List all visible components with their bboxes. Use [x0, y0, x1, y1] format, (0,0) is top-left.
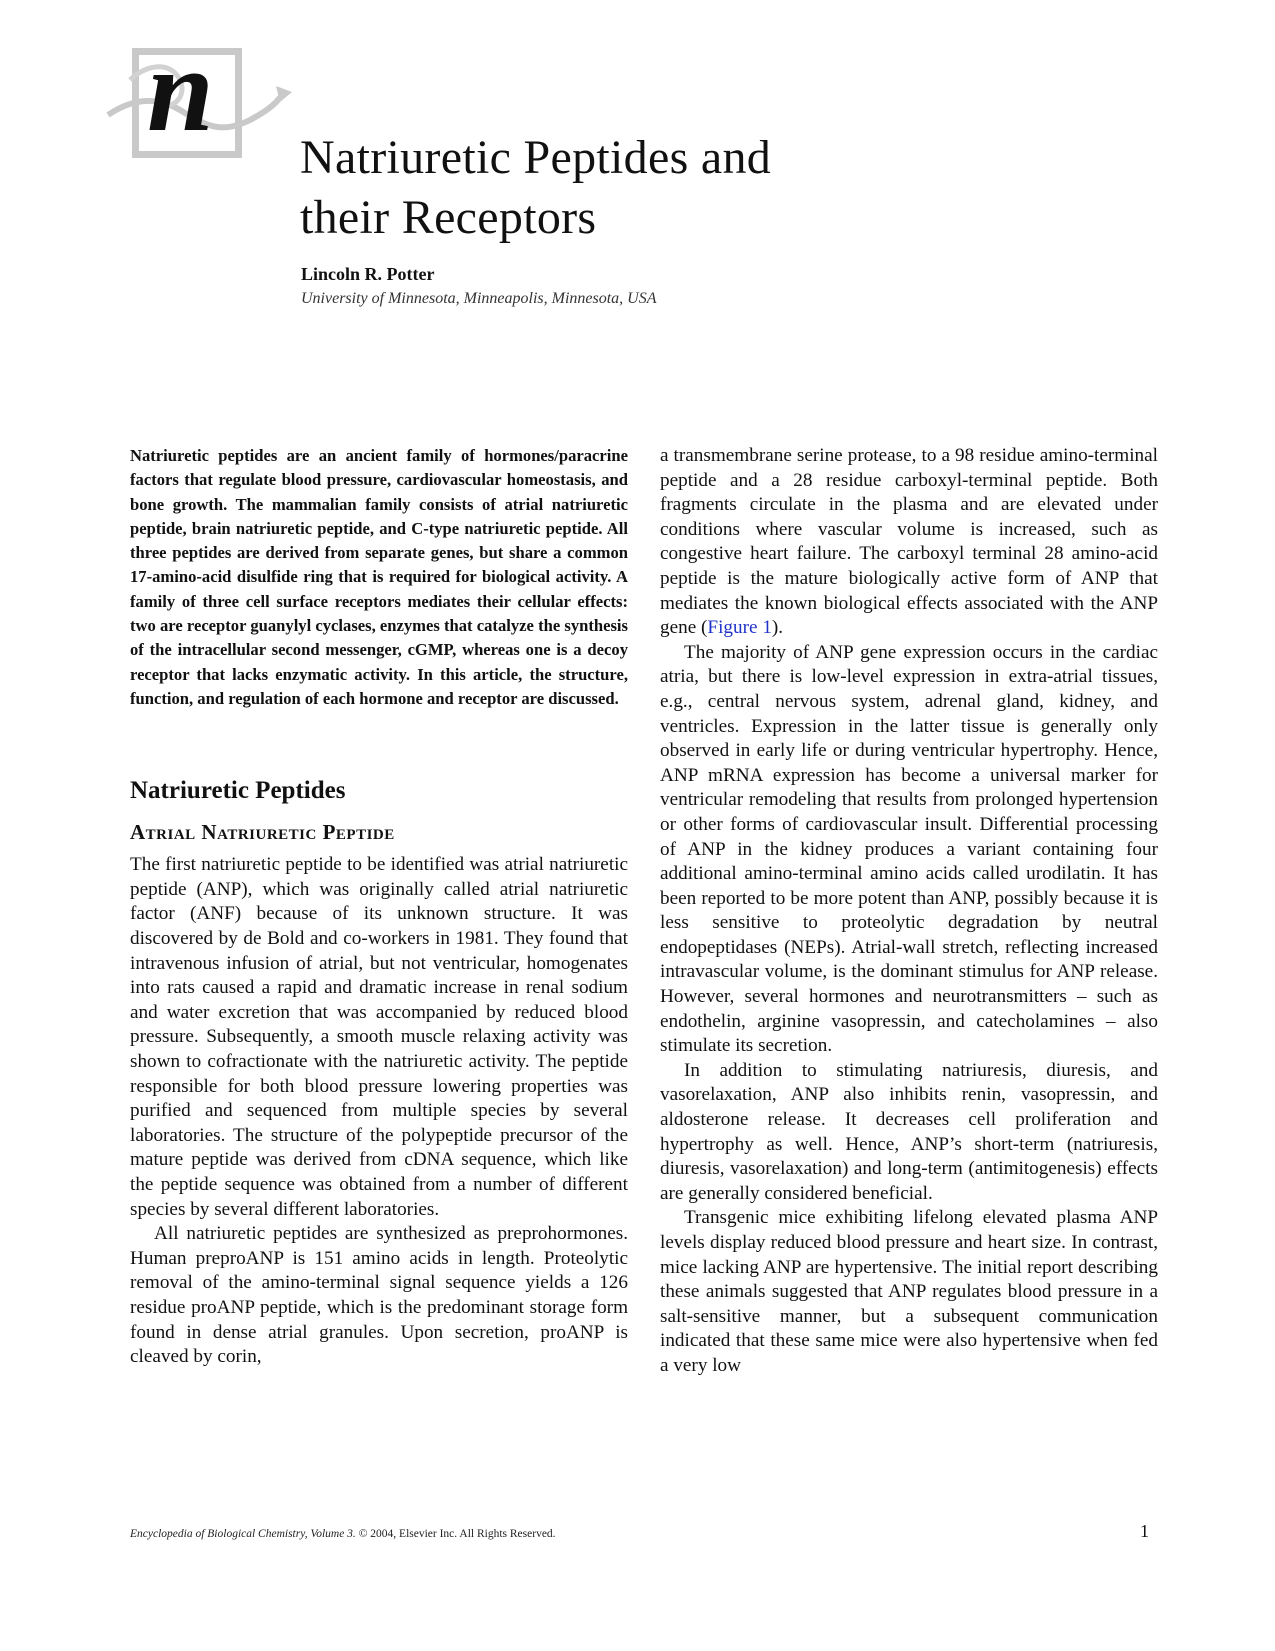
section-heading: Natriuretic Peptides: [130, 777, 346, 805]
article-title: [300, 128, 771, 248]
left-column: [130, 444, 628, 1370]
encyclopedia-letter-logo: [100, 23, 295, 180]
paragraph-text-end: ).: [771, 617, 784, 639]
body-paragraph: Transgenic mice exhibiting lifelong elevated plasma ANP levels display reduced blood pressure and heart size. In contrast, mice lacking ANP are hypertensive. The initial report describing these animals suggested that ANP regulates blood pressure in a salt-sensitive manner, but a subsequent communication indicated that these same mice were also hypertensive when fed a very low: [660, 1207, 1158, 1376]
paragraph-text: a transmembrane serine protease, to a 98 residue amino-terminal peptide and a 28 residue carboxyl-terminal peptide. Both fragments circulate in the plasma and are elevated under conditions where vascular volume is increased, such as congestive heart failure. The carboxyl terminal 28 amino-acid peptide is the mature biologically active form of ANP that mediates the known biological effects associated with the ANP gene (: [660, 445, 1158, 639]
footer-source: Encyclopedia of Biological Chemistry, Volume 3.: [130, 1528, 356, 1540]
logo-letter: n: [147, 23, 214, 156]
body-paragraph: The majority of ANP gene expression occurs in the cardiac atria, but there is low-level expression in extra-atrial tissues, e.g., central nervous system, adrenal gland, kidney, and ventricles. Expression in the latter tissue is generally only observed in early life or during ventricular hypertrophy. Hence, ANP mRNA expression has become a universal marker for ventricular remodeling that results from prolonged hypertension or other forms of cardiovascular insult. Differential processing of ANP in the kidney produces a variant containing four additional amino-terminal amino acids called urodilatin. It has been reported to be more potent than ANP, possibly because it is less sensitive to proteolytic degradation by neutral endopeptidases (NEPs). Atrial-wall stretch, reflecting increased intravascular volume, is the dominant stimulus for ANP release. However, several hormones and neurotransmitters – such as endothelin, arginine vasopressin, and catecholamines – also stimulate its secretion.: [660, 641, 1158, 1057]
page-number: 1: [1140, 1521, 1149, 1541]
subsection-heading: Atrial Natriuretic Peptide: [130, 820, 395, 845]
abstract: Natriuretic peptides are an ancient family of hormones/paracrine factors that regulate blood pressure, cardiovascular homeostasis, and bone growth. The mammalian family consists of atrial natriuretic peptide, brain natriuretic peptide, and C-type natriuretic peptide. All three peptides are derived from separate genes, but share a common 17-amino-acid disulfide ring that is required for biological activity. A family of three cell surface receptors mediates their cellular effects: two are receptor guanylyl cyclases, enzymes that catalyze the synthesis of the intracellular second messenger, cGMP, whereas one is a decoy receptor that lacks enzymatic activity. In this article, the structure, function, and regulation of each hormone and receptor are discussed.: [130, 446, 628, 708]
author-name: Lincoln R. Potter: [301, 264, 435, 284]
title-line-2: their Receptors: [300, 191, 597, 244]
author-affiliation: University of Minnesota, Minneapolis, Minnesota, USA: [301, 290, 657, 307]
body-paragraph: In addition to stimulating natriuresis, diuresis, and vasorelaxation, ANP also inhibits renin, vasopressin, and aldosterone release. It decreases cell proliferation and hypertrophy as well. Hence, ANP’s short-term (natriuresis, diuresis, vasorelaxation) and long-term (antimitogenesis) effects are generally considered beneficial.: [660, 1059, 1158, 1204]
figure-1-link[interactable]: Figure 1: [707, 617, 772, 639]
page-footer: [130, 1528, 556, 1540]
footer-copyright: © 2004, Elsevier Inc. All Rights Reserved.: [355, 1528, 556, 1540]
right-column: [660, 444, 1158, 1379]
body-paragraph: All natriuretic peptides are synthesized as preprohormones. Human preproANP is 151 amino acids in length. Proteolytic removal of the amino-terminal signal sequence yields a 126 residue proANP peptide, which is the predominant storage form found in dense atrial granules. Upon secretion, proANP is cleaved by corin,: [130, 1223, 628, 1368]
body-paragraph-continued: [660, 444, 1158, 641]
body-paragraph: The first natriuretic peptide to be identified was atrial natriuretic peptide (ANP), which was originally called atrial natriuretic factor (ANF) because of its unknown structure. It was discovered by de Bold and co-workers in 1981. They found that intravenous infusion of atrial, but not ventricular, homogenates into rats caused a rapid and dramatic increase in renal sodium and water excretion that was accompanied by reduced blood pressure. Subsequently, a smooth muscle relaxing activity was shown to cofractionate with the natriuretic activity. The peptide responsible for both blood pressure lowering properties was purified and sequenced from multiple species by several laboratories. The structure of the polypeptide precursor of the mature peptide was derived from cDNA sequence, which like the peptide sequence was obtained from a number of different species by several different laboratories.: [130, 854, 628, 1220]
title-line-1: Natriuretic Peptides and: [300, 131, 772, 184]
